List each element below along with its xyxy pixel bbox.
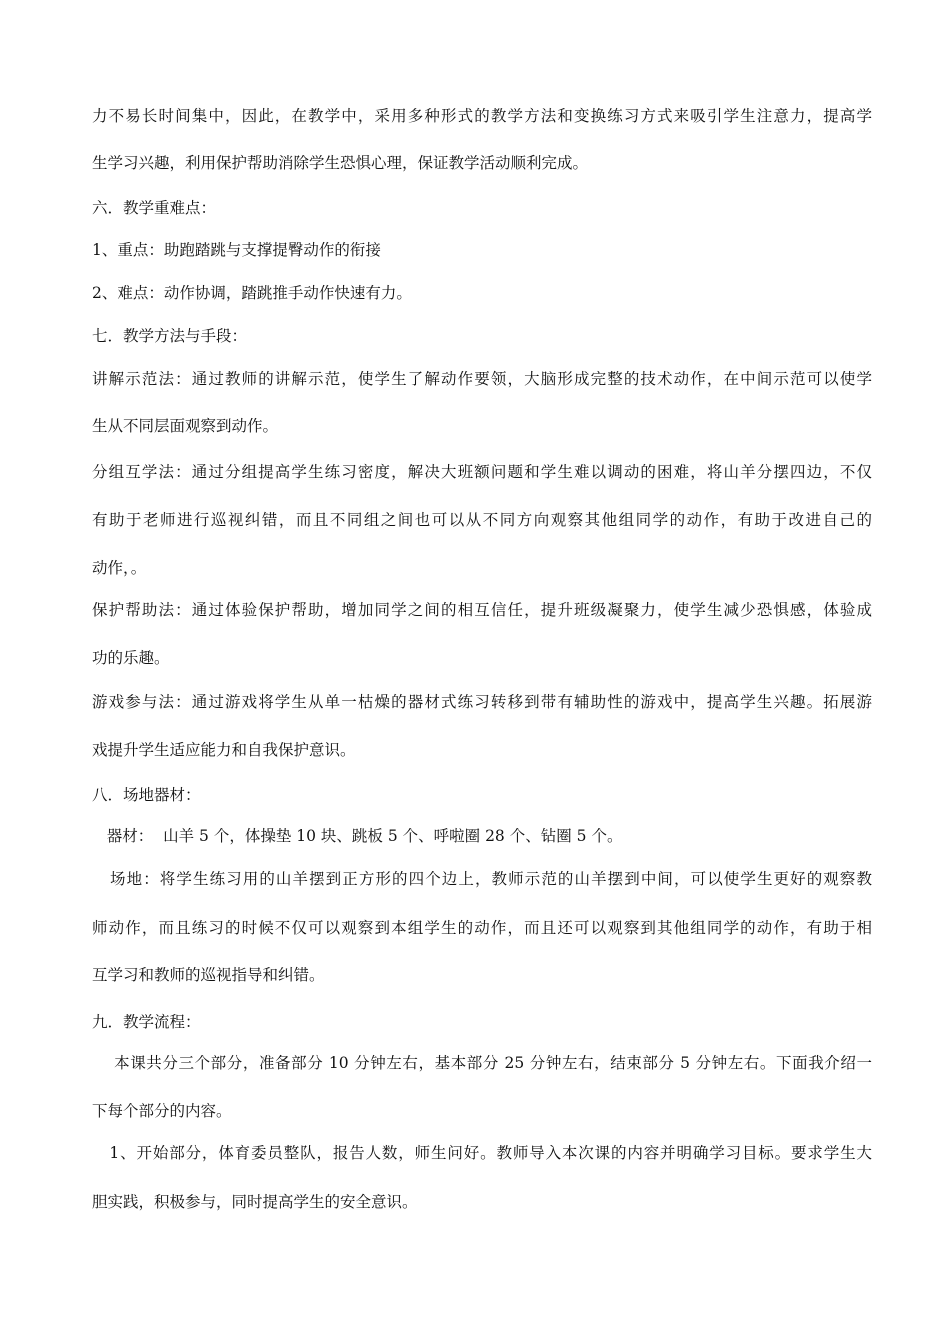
list-item: 1、重点：助跑踏跳与支撑提臀动作的衔接 xyxy=(92,241,381,259)
paragraph-line: 本课共分三个部分，准备部分 10 分钟左右，基本部分 25 分钟左右，结束部分 5 分钟左右。下面我介绍一 xyxy=(92,1054,872,1072)
paragraph-line: 场地：将学生练习用的山羊摆到正方形的四个边上，教师示范的山羊摆到中间，可以使学生更好的观察教 xyxy=(92,870,872,888)
section-heading: 九．教学流程： xyxy=(92,1013,201,1031)
paragraph-line: 师动作，而且练习的时候不仅可以观察到本组学生的动作，而且还可以观察到其他组同学的动作，有助于相 xyxy=(92,919,872,937)
section-heading: 八．场地器材： xyxy=(92,786,201,804)
paragraph-line: 讲解示范法：通过教师的讲解示范，使学生了解动作要领，大脑形成完整的技术动作，在中间示范可以使学 xyxy=(92,370,872,388)
paragraph-line: 动作，。 xyxy=(92,559,147,577)
paragraph-line: 有助于老师进行巡视纠错，而且不同组之间也可以从不同方向观察其他组同学的动作，有助于改进自己的 xyxy=(92,511,872,529)
paragraph-line: 器材： 山羊 5 个，体操垫 10 块、跳板 5 个、呼啦圈 28 个、钻圈 5 个。 xyxy=(92,827,623,845)
paragraph-line: 互学习和教师的巡视指导和纠错。 xyxy=(92,966,325,984)
paragraph-line: 下每个部分的内容。 xyxy=(92,1102,232,1120)
section-heading: 七．教学方法与手段： xyxy=(92,327,248,345)
paragraph-line: 1、开始部分，体育委员整队，报告人数，师生问好。教师导入本次课的内容并明确学习目标。要求学生大 xyxy=(92,1144,872,1162)
paragraph-line: 功的乐趣。 xyxy=(92,649,170,667)
paragraph-line: 分组互学法：通过分组提高学生练习密度，解决大班额问题和学生难以调动的困难，将山羊分摆四边，不仅 xyxy=(92,463,872,481)
paragraph-line: 生从不同层面观察到动作。 xyxy=(92,417,279,435)
paragraph-line: 力不易长时间集中，因此，在教学中，采用多种形式的教学方法和变换练习方式来吸引学生注意力，提高学 xyxy=(92,107,872,125)
section-heading: 六．教学重难点： xyxy=(92,199,217,217)
list-item: 2、难点：动作协调，踏跳推手动作快速有力。 xyxy=(92,284,412,302)
paragraph-line: 戏提升学生适应能力和自我保护意识。 xyxy=(92,741,356,759)
paragraph-line: 游戏参与法：通过游戏将学生从单一枯燥的器材式练习转移到带有辅助性的游戏中，提高学生兴趣。拓展游 xyxy=(92,693,872,711)
paragraph-line: 保护帮助法：通过体验保护帮助，增加同学之间的相互信任，提升班级凝聚力，使学生减少恐惧感，体验成 xyxy=(92,601,872,619)
paragraph-line: 胆实践，积极参与，同时提高学生的安全意识。 xyxy=(92,1193,418,1211)
paragraph-line: 生学习兴趣，利用保护帮助消除学生恐惧心理，保证教学活动顺利完成。 xyxy=(92,154,589,172)
